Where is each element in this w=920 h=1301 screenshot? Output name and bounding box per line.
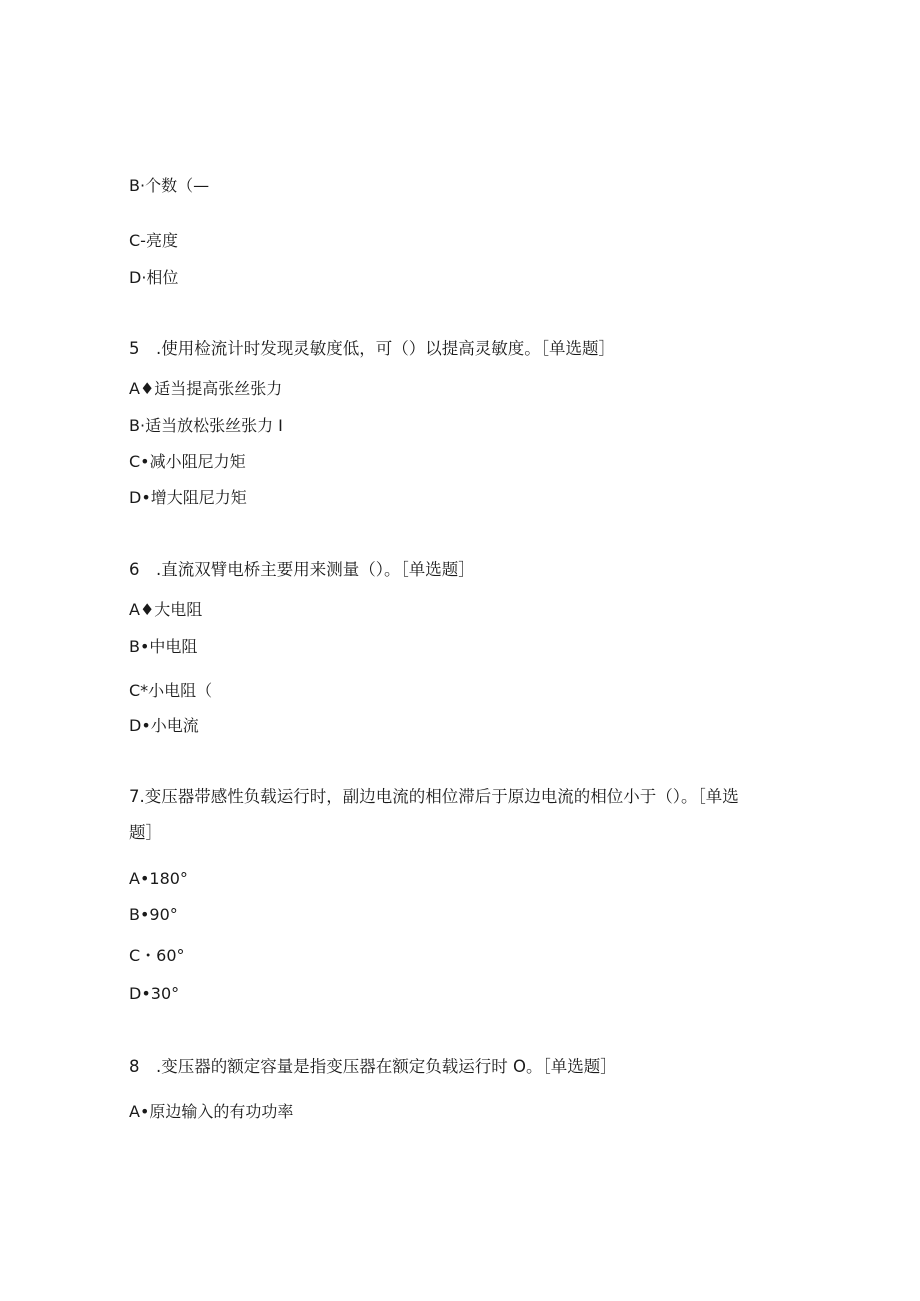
question-8: 8 .变压器的额定容量是指变压器在额定负载运行时 O。［单选题］ xyxy=(129,1057,617,1076)
q4-option-c: C-亮度 xyxy=(129,231,178,250)
question-7-line-2: 题］ xyxy=(129,823,162,842)
q6-option-d: D•小电流 xyxy=(129,716,199,735)
q5-option-b: B·适当放松张丝张力 I xyxy=(129,416,283,435)
q7-option-d: D•30° xyxy=(129,984,180,1003)
q4-option-d: D·相位 xyxy=(129,268,179,287)
q5-option-d: D•增大阻尼力矩 xyxy=(129,488,247,507)
question-6: 6 .直流双臂电桥主要用来测量（）。［单选题］ xyxy=(129,560,475,579)
q5-option-a: A♦适当提高张丝张力 xyxy=(129,379,283,398)
q7-option-a: A•180° xyxy=(129,869,188,888)
q6-option-c: C*小电阻（ xyxy=(129,681,213,700)
q7-option-b: B•90° xyxy=(129,905,178,924)
q6-option-a: A♦大电阻 xyxy=(129,600,203,619)
q5-option-c: C•减小阻尼力矩 xyxy=(129,452,246,471)
q6-option-b: B•中电阻 xyxy=(129,637,198,656)
question-7-line-1: 7.变压器带感性负载运行时，副边电流的相位滞后于原边电流的相位小于（）。［单选 xyxy=(129,787,739,806)
q8-option-a: A•原边输入的有功功率 xyxy=(129,1102,294,1121)
q4-option-b: B·个数（— xyxy=(129,176,210,195)
question-5: 5 .使用检流计时发现灵敏度低，可（）以提高灵敏度。［单选题］ xyxy=(129,339,615,358)
q7-option-c: C・60° xyxy=(129,946,185,965)
